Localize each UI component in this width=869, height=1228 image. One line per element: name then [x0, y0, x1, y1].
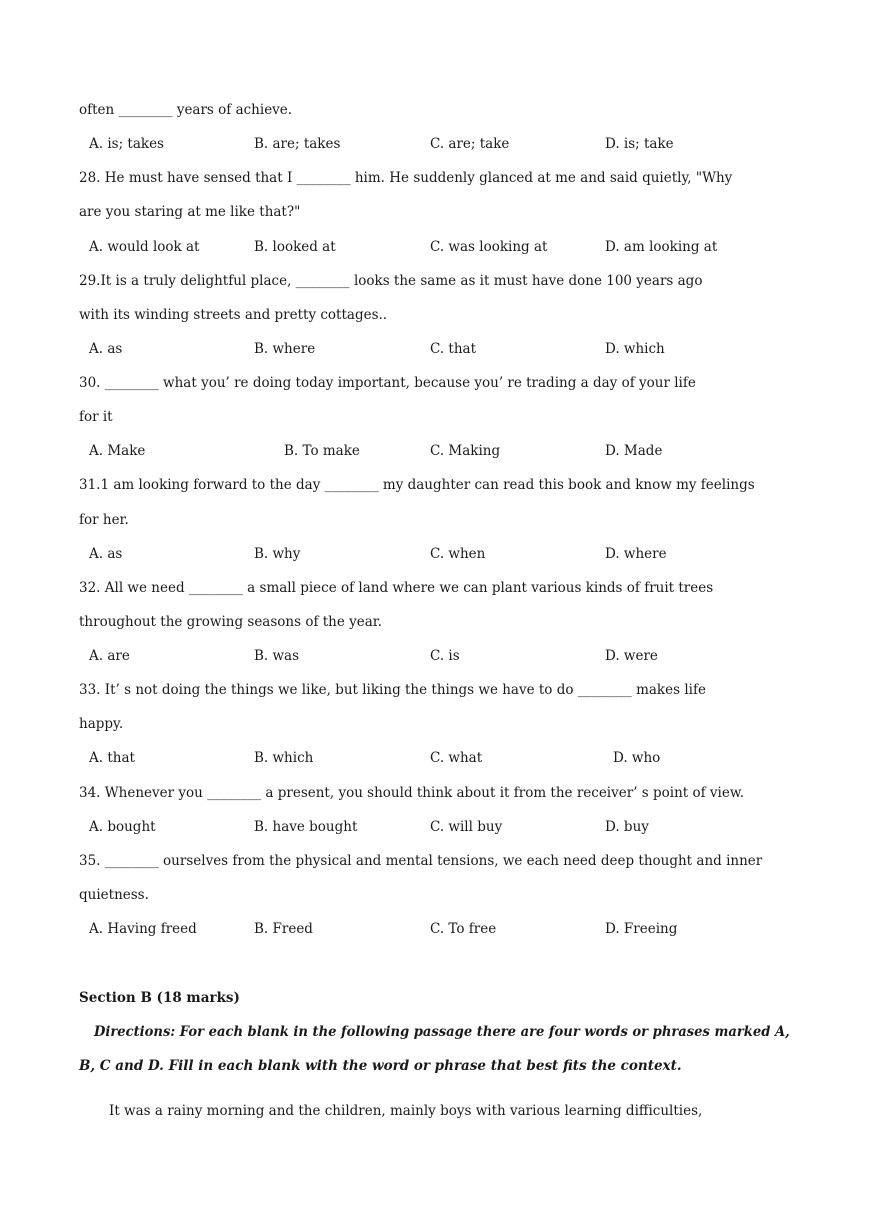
q28-question-line2: are you staring at me like that?"	[79, 204, 301, 220]
q27-option-d: D. is; take	[605, 136, 674, 152]
q27-option-a: A. is; takes	[89, 136, 164, 152]
q35-question-line1: 35. ________ ourselves from the physical and mental tensions, we each need deep thought and inner	[79, 853, 763, 869]
q35-option-b: B. Freed	[254, 921, 313, 937]
q29-option-a: A. as	[89, 341, 123, 357]
section-b-directions-line1: Directions: For each blank in the following passage there are four words or phrases marked A,	[94, 1024, 790, 1040]
q33-option-b: B. which	[254, 750, 314, 766]
q29-option-d: D. which	[605, 341, 665, 357]
q28-option-b: B. looked at	[254, 239, 336, 255]
q27-option-c: C. are; take	[430, 136, 510, 152]
q31-option-a: A. as	[89, 546, 123, 562]
q30-option-d: D. Made	[605, 443, 663, 459]
q35-option-c: C. To free	[430, 921, 497, 937]
q29-question-line1: 29.It is a truly delightful place, ________ looks the same as it must have done 100 years ago	[79, 273, 703, 289]
q34-question-line1: 34. Whenever you ________ a present, you should think about it from the receiver’ s point of view.	[79, 785, 745, 801]
q30-option-a: A. Make	[89, 443, 146, 459]
passage-paragraph: It was a rainy morning and the children, mainly boys with various learning difficulties,	[109, 1103, 703, 1119]
q31-question-line1: 31.1 am looking forward to the day ________ my daughter can read this book and know my feelings	[79, 477, 755, 493]
q32-question-line2: throughout the growing seasons of the year.	[79, 614, 383, 630]
q33-question-line1: 33. It’ s not doing the things we like, but liking the things we have to do ________ makes life	[79, 682, 706, 698]
q32-question-line1: 32. All we need ________ a small piece of land where we can plant various kinds of fruit trees	[79, 580, 714, 596]
q27-option-b: B. are; takes	[254, 136, 341, 152]
q35-question-line2: quietness.	[79, 887, 149, 903]
q31-option-c: C. when	[430, 546, 486, 562]
q27-line: often ________ years of achieve.	[79, 102, 293, 118]
q32-option-a: A. are	[89, 648, 130, 664]
q34-option-d: D. buy	[605, 819, 649, 835]
q32-option-d: D. were	[605, 648, 658, 664]
section-b-heading: Section B (18 marks)	[79, 990, 240, 1006]
q29-question-line2: with its winding streets and pretty cottages..	[79, 307, 388, 323]
q30-option-b: B. To make	[284, 443, 360, 459]
section-b-directions-line2: B, C and D. Fill in each blank with the word or phrase that best fits the context.	[79, 1058, 682, 1074]
q34-option-a: A. bought	[89, 819, 156, 835]
q35-option-a: A. Having freed	[89, 921, 197, 937]
q30-question-line2: for it	[79, 409, 113, 425]
q31-question-line2: for her.	[79, 512, 129, 528]
q30-question-line1: 30. ________ what you’ re doing today important, because you’ re trading a day of your life	[79, 375, 696, 391]
q28-option-d: D. am looking at	[605, 239, 718, 255]
q34-option-b: B. have bought	[254, 819, 358, 835]
q33-option-c: C. what	[430, 750, 483, 766]
q31-option-d: D. where	[605, 546, 667, 562]
q33-option-d: D. who	[613, 750, 661, 766]
q32-option-c: C. is	[430, 648, 460, 664]
q30-option-c: C. Making	[430, 443, 501, 459]
q35-option-d: D. Freeing	[605, 921, 678, 937]
q33-question-line2: happy.	[79, 716, 124, 732]
q29-option-c: C. that	[430, 341, 477, 357]
q34-option-c: C. will buy	[430, 819, 503, 835]
q33-option-a: A. that	[89, 750, 135, 766]
q28-option-c: C. was looking at	[430, 239, 548, 255]
q29-option-b: B. where	[254, 341, 316, 357]
q28-option-a: A. would look at	[89, 239, 200, 255]
q31-option-b: B. why	[254, 546, 301, 562]
q32-option-b: B. was	[254, 648, 300, 664]
q28-question-line1: 28. He must have sensed that I ________ him. He suddenly glanced at me and said quietly, "Why	[79, 170, 733, 186]
